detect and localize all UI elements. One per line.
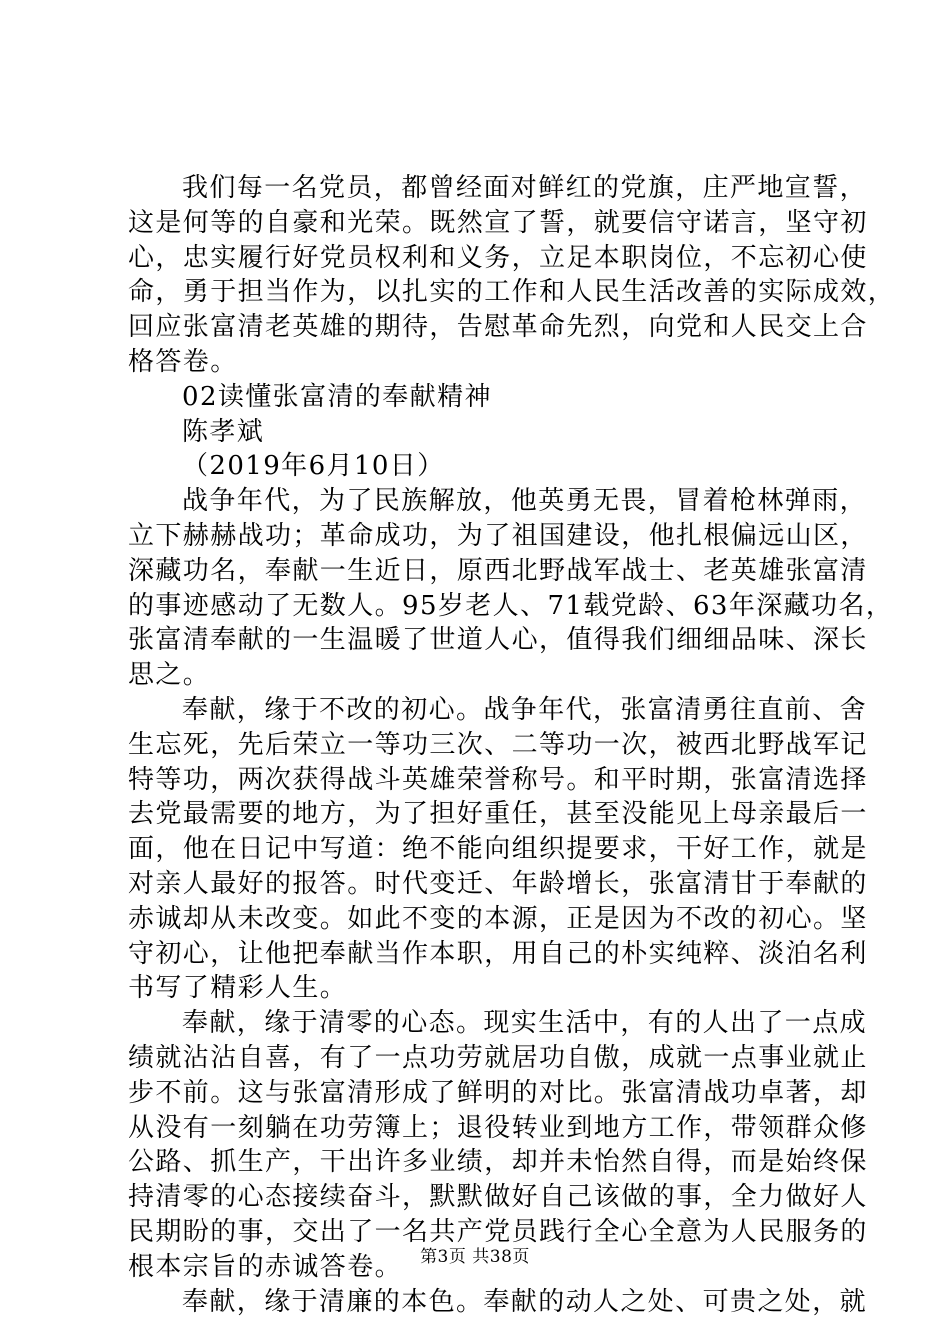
text-line: 奉献，缘于不改的初心。战争年代，张富清勇往直前、舍 [182, 694, 868, 725]
document-body [128, 171, 896, 1319]
text-line: 我们每一名党员，都曾经面对鲜红的党旗，庄严地宣誓， [182, 173, 868, 203]
page-footer: 第3页 共38页 [420, 1247, 530, 1267]
text-line: 从没有一刻躺在功劳簿上；退役转业到地方工作，带领群众修 [128, 1112, 868, 1143]
text-line: 这是何等的自豪和光荣。既然宣了誓，就要信守诺言，坚守初 [128, 207, 868, 238]
text-line: 持清零的心态接续奋斗，默默做好自己该做的事，全力做好人 [128, 1182, 868, 1213]
text-line: 02读懂张富清的奉献精神 [182, 381, 492, 412]
text-line: 张富清奉献的一生温暖了世道人心，值得我们细细品味、深长 [128, 625, 868, 656]
text-line: 思之。 [128, 660, 211, 691]
text-line: 的事迹感动了无数人。95岁老人、71载党龄、63年深藏功名， [128, 590, 894, 621]
text-line: 守初心，让他把奉献当作本职，用自己的朴实纯粹、淡泊名利 [128, 938, 868, 969]
text-line: （2019年6月10日） [182, 451, 445, 482]
text-line: 特等功，两次获得战斗英雄荣誉称号。和平时期，张富清选择 [128, 764, 868, 795]
text-line: 生忘死，先后荣立一等功三次、二等功一次，被西北野战军记 [128, 729, 868, 760]
text-line: 绩就沾沾自喜，有了一点功劳就居功自傲，成就一点事业就止 [128, 1042, 868, 1073]
text-line: 民期盼的事，交出了一名共产党员践行全心全意为人民服务的 [128, 1216, 868, 1247]
text-line: 赤诚却从未改变。如此不变的本源，正是因为不改的初心。坚 [128, 903, 868, 934]
text-line: 去党最需要的地方，为了担好重任，甚至没能见上母亲最后一 [128, 799, 868, 830]
text-line: 陈孝斌 [182, 416, 265, 447]
text-line: 奉献，缘于清廉的本色。奉献的动人之处、可贵之处，就 [182, 1286, 868, 1317]
text-line: 面，他在日记中写道：绝不能向组织提要求，干好工作，就是 [128, 834, 868, 865]
text-line: 战争年代，为了民族解放，他英勇无畏，冒着枪林弹雨， [182, 486, 868, 517]
text-line: 书写了精彩人生。 [128, 973, 348, 1004]
text-line: 格答卷。 [128, 346, 238, 377]
text-line: 回应张富清老英雄的期待，告慰革命先烈，向党和人民交上合 [128, 312, 868, 343]
text-line: 命，勇于担当作为，以扎实的工作和人民生活改善的实际成效， [128, 277, 896, 308]
text-line: 根本宗旨的赤诚答卷。 [128, 1251, 403, 1282]
text-line: 公路、抓生产，干出许多业绩，却并未怡然自得，而是始终保 [128, 1147, 868, 1178]
text-line: 奉献，缘于清零的心态。现实生活中，有的人出了一点成 [182, 1008, 868, 1039]
text-line: 深藏功名，奉献一生近日，原西北野战军战士、老英雄张富清 [128, 555, 868, 586]
text-line: 立下赫赫战功；革命成功，为了祖国建设，他扎根偏远山区， [128, 520, 868, 551]
text-line: 心，忠实履行好党员权利和义务，立足本职岗位，不忘初心使 [128, 242, 868, 273]
text-line: 步不前。这与张富清形成了鲜明的对比。张富清战功卓著，却 [128, 1077, 868, 1108]
text-line: 对亲人最好的报答。时代变迁、年龄增长，张富清甘于奉献的 [128, 868, 868, 899]
